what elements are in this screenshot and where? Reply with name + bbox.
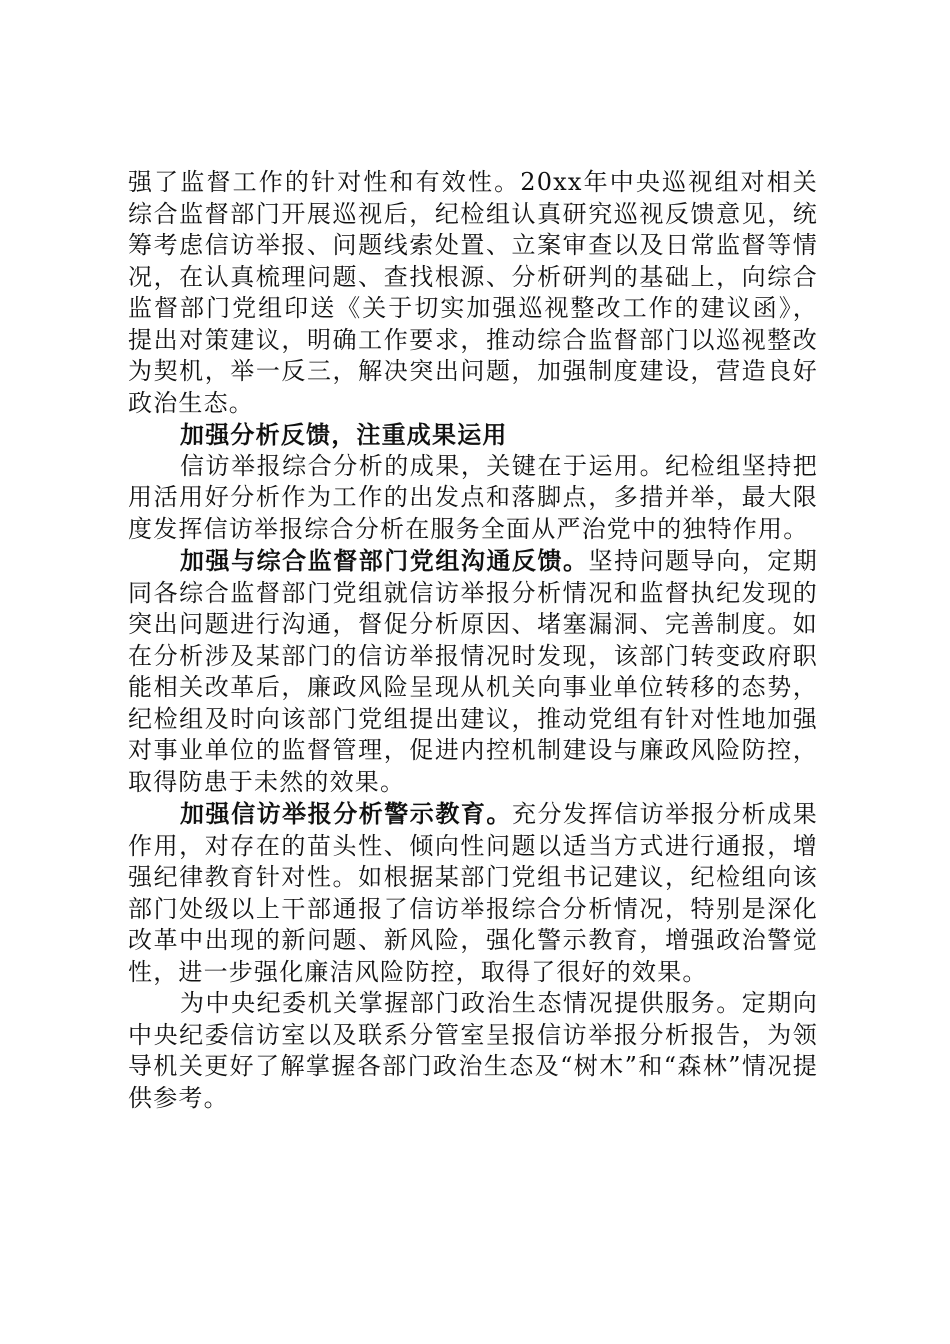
paragraph-2: 信访举报综合分析的成果，关键在于运用。纪检组坚持把用活用好分析作为工作的出发点和落脚点，多措并举，最大限度发挥信访举报综合分析在服务全面从严治党中的独特作用。 bbox=[128, 451, 818, 543]
paragraph-4-body: 充分发挥信访举报分析成果作用，对存在的苗头性、倾向性问题以适当方式进行通报，增强纪律教育针对性。如根据某部门党组书记建议，纪检组向该部门处级以上干部通报了信访举报综合分析情况，特别是深化改革中出现的新问题、新风险，强化警示教育，增强政治警觉性，进一步强化廉洁风险防控，取得了很好的效果。 bbox=[128, 800, 818, 986]
paragraph-5: 为中央纪委机关掌握部门政治生态情况提供服务。定期向中央纪委信访室以及联系分管室呈报信访举报分析报告，为领导机关更好了解掌握各部门政治生态及“树木”和“森林”情况提供参考。 bbox=[128, 989, 818, 1112]
paragraph-1: 强了监督工作的针对性和有效性。20xx年中央巡视组对相关综合监督部门开展巡视后，纪检组认真研究巡视反馈意见，统筹考虑信访举报、问题线索处置、立案审查以及日常监督等情况，在认真梳理问题、查找根源、分析研判的基础上，向综合监督部门党组印送《关于切实加强巡视整改工作的建议函》，提出对策建议，明确工作要求，推动综合监督部门以巡视整改为契机，举一反三，解决突出问题，加强制度建设，营造良好政治生态。 bbox=[128, 168, 818, 417]
paragraph-3 bbox=[128, 545, 818, 798]
paragraph-4-lead: 加强信访举报分析警示教育。 bbox=[180, 799, 512, 828]
paragraph-4 bbox=[128, 798, 818, 988]
document-page bbox=[128, 167, 818, 1114]
paragraph-3-body: 坚持问题导向，定期同各综合监督部门党组就信访举报分析情况和监督执纪发现的突出问题进行沟通，督促分析原因、堵塞漏洞、完善制度。如在分析涉及某部门的信访举报情况时发现，该部门转变政府职能相关改革后，廉政风险呈现从机关向事业单位转移的态势，纪检组及时向该部门党组提出建议，推动党组有针对性地加强对事业单位的监督管理，促进内控机制建设与廉政风险防控，取得防患于未然的效果。 bbox=[128, 547, 818, 796]
paragraph-3-lead: 加强与综合监督部门党组沟通反馈。 bbox=[180, 546, 589, 575]
section-heading: 加强分析反馈，注重成果运用 bbox=[180, 420, 508, 449]
